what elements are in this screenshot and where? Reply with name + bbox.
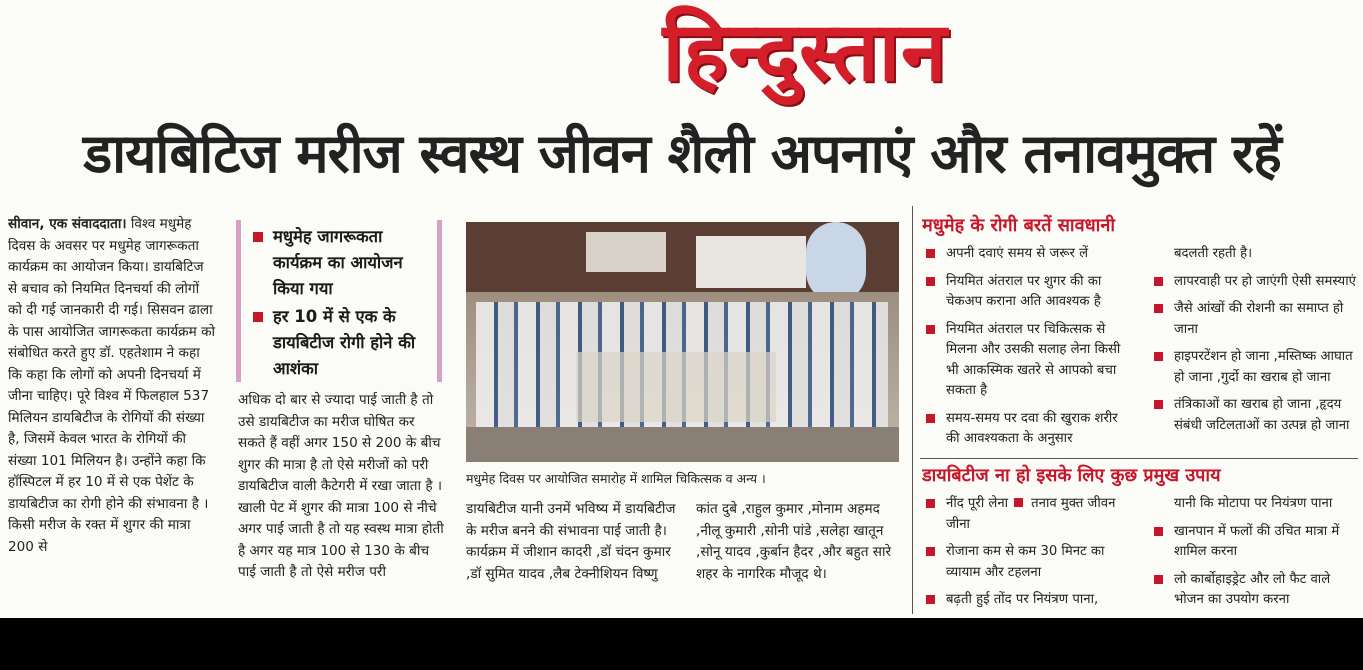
article-text-col4: कांत दुबे ,राहुल कुमार ,मोनाम अहमद ,नीलू कुमारी ,सोनी पांडे ,सलेहा खातून ,सोनू यादव ,कुर्बान हैदर ,और बहुत सारे शहर के नागरिक मौजूद थे।	[696, 501, 892, 582]
article-text-col3: डायबिटीज यानी उनमें भविष्य में डायबिटीज के मरीज बनने की संभावना पाई जाती है। कार्यक्रम में जीशान कादरी ,डॉ चंदन कुमार ,डॉ सुमित यादव ,लैब टेक्नीशियन विष्णु	[466, 501, 676, 582]
bullet-square-icon	[1154, 400, 1163, 409]
list-item: नींद पूरी लेना तनाव मुक्त जीवन जीना	[922, 494, 1132, 535]
list-item: नियमित अंतराल पर चिकित्सक से मिलना और उसकी सलाह लेना किसी भी आकस्मिक खतरे से आपको बचा सकता है	[922, 320, 1132, 402]
bullet-square-icon	[926, 499, 935, 508]
list-item-continuation: यानी कि मोटापा पर नियंत्रण पाना	[1174, 496, 1333, 511]
bullet-square-icon	[926, 547, 935, 556]
section-divider	[920, 458, 1358, 459]
list-item: रोजाना कम से कम 30 मिनट का व्यायाम और टहलना	[922, 542, 1132, 583]
list-item: हाइपरटेंशन हो जाना ,मस्तिष्क आघात हो जाना ,गुर्दो का खराब हो जाना	[1150, 347, 1358, 388]
article-column-1	[8, 214, 216, 614]
bullet-square-icon	[926, 249, 935, 258]
highlight-box	[236, 220, 442, 382]
bullet-square-icon	[1154, 352, 1163, 361]
list-item: जैसे आंखों की रोशनी का समाप्त हो जाना	[1150, 299, 1358, 340]
highlight-text: हर 10 में से एक के डायबिटीज रोगी होने की आशंका	[273, 307, 416, 378]
bullet-square-icon	[1154, 575, 1163, 584]
list-item: खानपान में फलों की उचित मात्रा में शामिल करना	[1150, 522, 1358, 563]
bullet-square-icon	[1154, 277, 1163, 286]
article-headline: डायबिटिज मरीज स्वस्थ जीवन शैली अपनाएं और तनावमुक्त रहें	[83, 122, 1281, 185]
article-text-col2: अधिक दो बार से ज्यादा पाई जाती है तो उसे डायबिटीज का मरीज घोषित कर सकते हैं वहीं अगर 150 से 200 के बीच शुगर की मात्रा है तो ऐसे मरीजों को परी डायबिटीज वाली कैटेगरी में रखा जाता है । खाली पेट में शुगर की मात्रा 100 से नीचे अगर पाई जाती है तो यह स्वस्थ मात्रा होती है अगर यह मात्र 100 से 130 के बीच पाई जाती है तो ऐसे मरीज परी	[238, 392, 444, 580]
article-dateline: सीवान, एक संवाददाता।	[8, 216, 127, 232]
bullet-square-icon	[1154, 304, 1163, 313]
bullet-square-icon	[926, 414, 935, 423]
list-item: तंत्रिकाओं का खराब हो जाना ,हृदय संबंधी जटिलताओं का उत्पन्न हो जाना	[1150, 395, 1358, 436]
precautions-list-right	[1150, 244, 1358, 454]
event-photo	[466, 222, 899, 462]
precautions-box-title: मधुमेह के रोगी बरतें सावधानी	[922, 215, 1115, 236]
list-item: अपनी दवाएं समय से जरूर लें	[922, 244, 1132, 265]
column-divider	[912, 206, 913, 614]
list-item: लापरवाही पर हो जाएंगी ऐसी समस्याएं	[1150, 272, 1358, 293]
newspaper-masthead: हिन्दुस्तान	[662, 4, 948, 100]
bullet-square-icon	[1014, 498, 1023, 507]
bullet-square-icon	[926, 277, 935, 286]
bullet-square-icon	[253, 312, 263, 322]
highlight-item	[249, 304, 431, 382]
prevention-list-left	[922, 494, 1132, 614]
article-text-col1: विश्व मधुमेह दिवस के अवसर पर मधुमेह जागरूकता कार्यक्रम का आयोजन किया। डायबिटिज से बचाव को नियमित दिनचर्या की लोगों को दी गई जानकारी दी गई। सिसवन ढाला के पास आयोजित जागरूकता कार्यक्रम को संबोधित करते हुए डॉ. एहतेशाम ने कहा कि कहा कि लोगों को अपनी दिनचर्या में जीना चाहिए। पूरे विश्व में फिलहाल 537 मिलियन डायबिटीज के रोगियों की संख्या है, जिसमें केवल भारत के रोगियों की संख्या 101 मिलियन है। उन्होंने कहा कि हॉस्पिटल में हर 10 में से एक पेशेंट के डायबिटीज का रोगी होने की संभावना है । किसी मरीज के रक्त में शुगर की मात्रा 200 से	[8, 216, 216, 555]
prevention-list-right	[1150, 494, 1358, 614]
list-item: नियमित अंतराल पर शुगर की का चेकअप कराना अति आवश्यक है	[922, 272, 1132, 313]
highlight-text: मधुमेह जागरूकता कार्यक्रम का आयोजन किया गया	[273, 227, 403, 298]
list-item-continuation: बदलती रहती है।	[1174, 246, 1253, 261]
article-column-2	[238, 390, 446, 614]
precautions-list-left	[922, 244, 1132, 454]
list-item: लो कार्बोहाइड्रेट और लो फैट वाले भोजन का उपयोग करना	[1150, 570, 1358, 611]
bullet-square-icon	[926, 595, 935, 604]
list-item: बढ़ती हुई तोंद पर नियंत्रण पाना,	[922, 590, 1132, 611]
bullet-square-icon	[253, 232, 263, 242]
list-item: समय-समय पर दवा की खुराक शरीर की आवश्यकता के अनुसार	[922, 409, 1132, 450]
article-column-3	[466, 499, 676, 614]
bullet-square-icon	[926, 325, 935, 334]
article-column-4	[696, 499, 896, 614]
highlight-item	[249, 224, 431, 302]
bullet-square-icon	[1154, 527, 1163, 536]
prevention-box-title: डायबिटीज ना हो इसके लिए कुछ प्रमुख उपाय	[922, 465, 1221, 486]
photo-caption: मधुमेह दिवस पर आयोजित समारोह में शामिल चिकित्सक व अन्य ।	[466, 471, 766, 486]
